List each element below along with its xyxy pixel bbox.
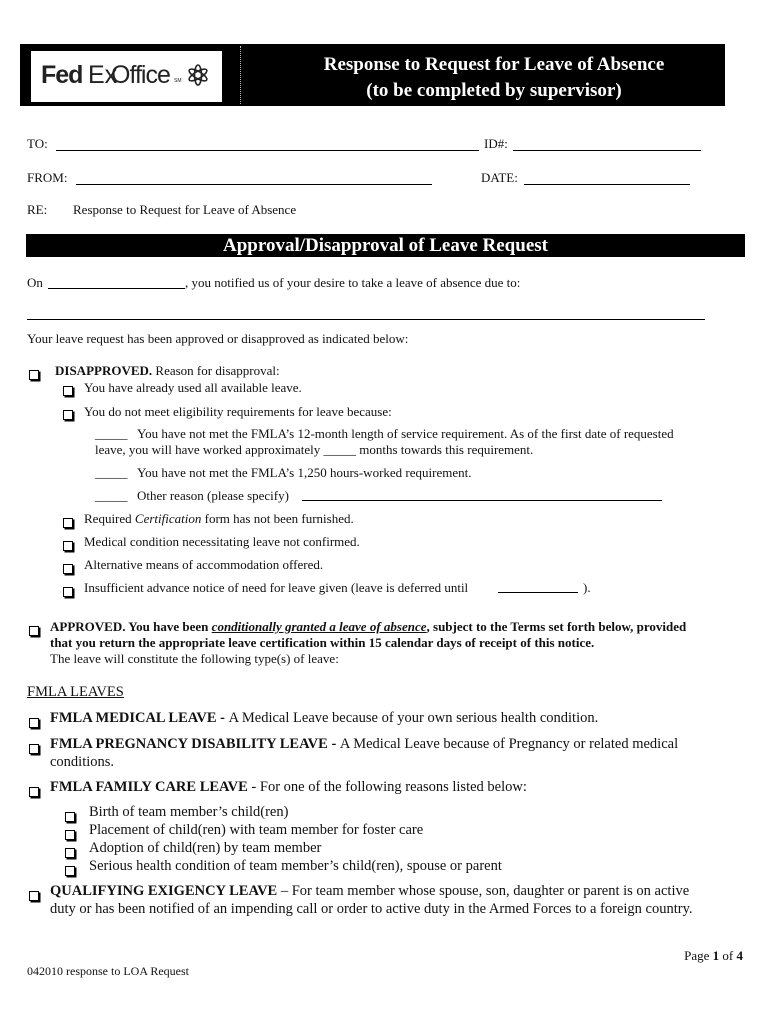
fmla-medical-label: FMLA MEDICAL LEAVE - (50, 710, 229, 726)
to-label: TO: (27, 136, 48, 151)
fmla-family-line (50, 779, 527, 796)
fmla-family-text: - For one of the following reasons listed below: (247, 779, 527, 795)
fmla-12-text: You have not met the FMLA’s 12-month length of service requirement. As of the first date of requested (137, 426, 674, 441)
logo-fed-text: Fed (41, 61, 83, 89)
fmla-12-text-2b: months towards this requirement. (359, 442, 534, 457)
on-date-field[interactable] (48, 288, 185, 289)
fmla-pregnancy-line-2: conditions. (50, 754, 115, 770)
page-subtitle: (to be completed by supervisor) (366, 80, 622, 101)
exigency-text: – For team member whose spouse, son, daughter or parent is on active (277, 883, 690, 899)
logo-ex-text: Ex (88, 61, 118, 89)
on-label: On (27, 275, 43, 290)
birth-text: Birth of team member’s child(ren) (89, 804, 289, 820)
fmla-12-blank[interactable]: _____ (95, 426, 128, 441)
notified-text: , you notified us of your desire to take a leave of absence due to: (185, 275, 521, 290)
serious-health-checkbox[interactable] (65, 862, 75, 880)
section-title: Approval/Disapproval of Leave Request (223, 235, 548, 256)
date-field[interactable] (524, 184, 690, 185)
from-label: FROM: (27, 170, 68, 185)
fmla-pregnancy-checkbox[interactable] (29, 740, 39, 758)
exigency-checkbox[interactable] (29, 887, 39, 905)
doc-code: 042010 response to LOA Request (27, 964, 189, 978)
other-reason-field[interactable] (302, 500, 662, 501)
foster-care-checkbox[interactable] (65, 826, 75, 844)
certification-text (84, 511, 354, 527)
fmla-months-blank[interactable]: _____ (323, 442, 357, 457)
disapproved-line (55, 363, 280, 379)
id-label: ID#: (484, 136, 508, 151)
approved-line-1 (50, 619, 686, 635)
notice-text-b: ). (583, 580, 591, 595)
fmla-family-checkbox[interactable] (29, 783, 39, 801)
fmla-12-text-2a: leave, you will have worked approximately (95, 442, 321, 457)
fmla-pregnancy-line (50, 736, 678, 753)
fmla-pregnancy-label: FMLA PREGNANCY DISABILITY LEAVE - (50, 736, 340, 752)
re-value: Response to Request for Leave of Absence (73, 202, 297, 217)
exigency-label: QUALIFYING EXIGENCY LEAVE (50, 883, 278, 899)
page-number (684, 948, 743, 964)
certification-text-c: form has not been furnished. (201, 511, 354, 526)
eligibility-checkbox[interactable] (63, 406, 73, 424)
status-text: Your leave request has been approved or disapproved as indicated below: (27, 331, 409, 346)
disapproved-checkbox[interactable] (29, 366, 39, 384)
approved-checkbox[interactable] (29, 622, 39, 640)
adoption-text: Adoption of child(ren) by team member (89, 840, 322, 856)
fmla-1250-blank[interactable]: _____ (95, 465, 128, 480)
approved-line-3: The leave will constitute the following type(s) of leave: (50, 651, 339, 666)
page-label: Page (684, 948, 713, 963)
adoption-checkbox[interactable] (65, 844, 75, 862)
certification-checkbox[interactable] (63, 514, 73, 532)
to-field[interactable] (56, 150, 479, 151)
notice-text-a: Insufficient advance notice of need for leave given (leave is deferred until (84, 580, 469, 595)
header-divider (240, 46, 241, 104)
fmla-medical-checkbox[interactable] (29, 714, 39, 732)
fedex-office-mark-icon (186, 63, 210, 87)
other-reason-blank[interactable]: _____ (95, 488, 128, 503)
approved-text-a: APPROVED. You have been (50, 619, 212, 634)
id-field[interactable] (513, 150, 701, 151)
logo-office-text: Office (111, 61, 170, 89)
disapproved-label: DISAPPROVED. (55, 363, 153, 378)
exigency-line (50, 883, 689, 900)
notice-checkbox[interactable] (63, 583, 73, 601)
used-leave-text: You have already used all available leave. (84, 380, 302, 395)
alternative-text: Alternative means of accommodation offered. (84, 557, 324, 572)
certification-text-b: Certification (134, 511, 202, 526)
fmla-pregnancy-text: A Medical Leave because of Pregnancy or related medical (339, 736, 679, 752)
approved-line-2: that you return the appropriate leave certification within 15 calendar days of receipt of this notice. (50, 635, 595, 650)
page-title: Response to Request for Leave of Absence (323, 54, 665, 75)
medical-text: Medical condition necessitating leave not confirmed. (84, 534, 360, 549)
exigency-line-2: duty or has been notified of an impending call or order to active duty in the Armed Forces to a foreign country. (50, 901, 693, 917)
fmla-1250-text: You have not met the FMLA’s 1,250 hours-worked requirement. (137, 465, 472, 480)
birth-checkbox[interactable] (65, 808, 75, 826)
alternative-checkbox[interactable] (63, 560, 73, 578)
eligibility-text: You do not meet eligibility requirements for leave because: (84, 404, 392, 419)
certification-text-a: Required (84, 511, 135, 526)
page-current: 1 (712, 948, 720, 963)
re-label: RE: (27, 202, 48, 217)
used-leave-checkbox[interactable] (63, 382, 73, 400)
serious-health-text: Serious health condition of team member’s child(ren), spouse or parent (89, 858, 502, 874)
from-field[interactable] (76, 184, 432, 185)
disapproved-reason-label: Reason for disapproval: (152, 363, 280, 378)
page-of: of (719, 948, 737, 963)
date-label: DATE: (481, 170, 518, 185)
deferred-until-field[interactable] (498, 592, 578, 593)
reason-field[interactable] (27, 319, 705, 320)
fmla-12-text-2 (95, 442, 533, 458)
logo-service-mark: SM (174, 78, 182, 84)
fmla-family-label: FMLA FAMILY CARE LEAVE (50, 779, 248, 795)
medical-checkbox[interactable] (63, 537, 73, 555)
approved-text-c: , subject to the Terms set forth below, provided (426, 619, 687, 634)
fmla-medical-text: A Medical Leave because of your own serious health condition. (228, 710, 599, 726)
fmla-heading: FMLA LEAVES (27, 684, 124, 700)
other-reason-text: Other reason (please specify) (137, 488, 289, 503)
approved-text-b: conditionally granted a leave of absence (211, 619, 427, 634)
foster-care-text: Placement of child(ren) with team member for foster care (89, 822, 424, 838)
page-total: 4 (736, 948, 743, 963)
fmla-medical-line (50, 710, 598, 727)
